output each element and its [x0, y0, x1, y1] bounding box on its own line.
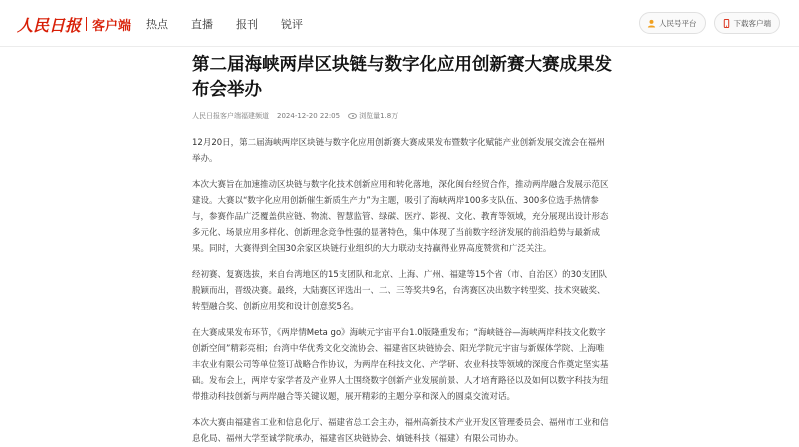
article-paragraph: 经初赛、复赛选拔，来自台湾地区的15支团队和北京、上海、广州、福建等15个省（市、自治区）的30支团队脱颖而出，晋级决赛。最终，大陆赛区评选出一、二、三等奖共9名，台湾赛区决出数字转型奖、技术突破奖、转型融合奖、创新应用奖和设计创意奖5名。 — [192, 270, 607, 312]
nav-item-live[interactable]: 直播 — [191, 18, 213, 31]
main-nav — [146, 16, 326, 32]
nav-item-hot[interactable]: 热点 — [146, 18, 168, 31]
person-icon — [647, 19, 656, 28]
article-paragraph: 12月20日，第二届海峡两岸区块链与数字化应用创新赛大赛成果发布暨数字化赋能产业创新发展交流会在福州举办。 — [192, 138, 605, 164]
article-views: 浏览量1.8万 — [359, 112, 399, 120]
article-source[interactable]: 人民日报客户端福建频道 — [192, 112, 269, 120]
download-app-button[interactable] — [714, 12, 781, 34]
top-bar — [0, 0, 799, 47]
top-actions — [631, 12, 780, 34]
article-date: 2024-12-20 22:05 — [277, 112, 341, 120]
logo-divider — [86, 17, 87, 31]
download-app-button-label: 下载客户端 — [733, 18, 771, 28]
article-title: 第二届海峡两岸区块链与数字化应用创新赛大赛成果发布会举办 — [192, 55, 612, 100]
platform-button[interactable] — [639, 12, 706, 34]
nav-item-newspaper[interactable]: 报刊 — [236, 18, 258, 31]
eye-icon — [348, 113, 357, 119]
platform-button-label: 人民号平台 — [659, 18, 697, 28]
article-paragraph: 本次大赛旨在加速推动区块链与数字化技术创新应用和转化落地，深化闽台经贸合作，推动两岸融合发展示范区建设。大赛以“数字化应用创新催生新质生产力”为主题，吸引了海峡两岸100多支队伍、300多位选手热情参与，参赛作品广泛覆盖供应链、物流、智慧监管、绿碳、医疗、影视、文化、教育等领域，充分展现出设计形态多元化、场景应用多样化、创新理念竞争性强的显著特色，集中体现了当前数字经济发展的前沿趋势与最新成果。同时，大赛得到全国30余家区块链行业组织的大力联动支持赢得业界高度赞赏和广泛关注。 — [192, 180, 609, 254]
article — [192, 53, 612, 447]
logo-subtitle: 客户端 — [92, 18, 132, 34]
article-meta — [192, 111, 612, 121]
logo-text: 人民日报 — [17, 15, 82, 35]
phone-icon — [722, 19, 731, 28]
article-paragraph: 本次大赛由福建省工业和信息化厅、福建省总工会主办，福州高新技术产业开发区管理委员会、福州市工业和信息化局、福州大学至诚学院承办，福建省区块链协会、熵链科技（福建）有限公司协办。 — [192, 418, 609, 444]
brand-logo[interactable] — [17, 12, 131, 36]
article-paragraph: 在大赛成果发布环节，《两岸情Meta go》海峡元宇宙平台1.0版隆重发布；“海峡链谷—海峡两岸科技文化数字创新空间”精彩亮相；台湾中华优秀文化交流协会、福建省区块链协会、阳光学院元宇宙与新媒体学院、上海唯丰农业有限公司等单位签订战略合作协议，为两岸在科技文化、产学研、农业科技等领域的深度合作奠定坚实基础。发布会上，两岸专家学者及产业界人士围绕数字创新产业发展前景、人才培育路径以及如何以数字科技为纽带推动科技创新与两岸融合等关键议题，展开精彩的主题分享和深入的圆桌交流对话。 — [192, 328, 609, 402]
nav-item-commentary[interactable]: 锐评 — [281, 18, 303, 31]
